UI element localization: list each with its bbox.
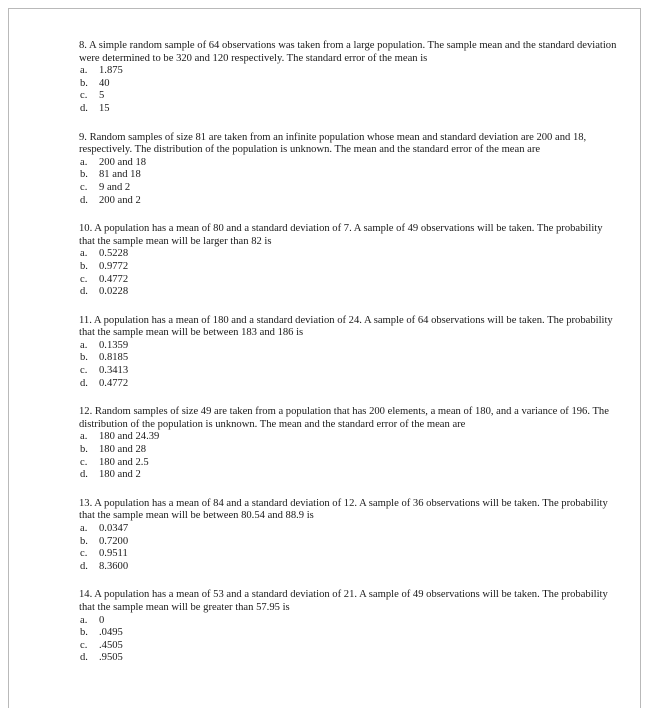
option-letter: c. <box>80 456 88 468</box>
option-letter: d. <box>80 377 88 389</box>
question-9 <box>79 132 619 208</box>
question-stem: 8. A simple random sample of 64 observations was taken from a large population. The sample mean and the standard deviation were determined to be 320 and 120 respectively. The standard error of the mean is <box>79 40 617 64</box>
answer-option <box>79 182 619 195</box>
answer-option <box>79 340 619 353</box>
question-stem: 9. Random samples of size 81 are taken from an infinite population whose mean and standard deviation are 200 and 18, respectively. The distribution of the population is unknown. The mean and the standard error of the mean are <box>79 131 587 156</box>
option-text: 0.7200 <box>99 535 129 547</box>
answer-option <box>79 274 619 287</box>
question-11 <box>79 315 619 391</box>
option-letter: a. <box>80 614 88 626</box>
option-letter: b. <box>80 627 88 639</box>
answer-option <box>79 627 619 640</box>
answer-option <box>79 640 619 653</box>
option-letter: b. <box>80 535 88 547</box>
option-letter: a. <box>80 65 88 77</box>
answer-option <box>79 536 619 549</box>
option-text: 0.9511 <box>99 548 128 560</box>
option-text: 0.0347 <box>99 523 129 534</box>
question-stem: 12. Random samples of size 49 are taken from a population that has 200 elements, a mean of 180, and a variance of 196. The distribution of the population is unknown. The mean and the standard error of the mean are <box>79 406 609 430</box>
option-letter: c. <box>80 639 88 651</box>
option-text: 0.4772 <box>99 273 129 285</box>
option-text: 0.3413 <box>99 365 129 377</box>
option-letter: c. <box>80 181 88 193</box>
option-letter: b. <box>80 444 88 456</box>
answer-option <box>79 378 619 391</box>
option-letter: d. <box>80 286 88 298</box>
option-letter: c. <box>80 548 88 560</box>
answer-option <box>79 248 619 261</box>
option-text: .4505 <box>99 639 123 651</box>
answer-options <box>79 65 619 115</box>
answer-option <box>79 195 619 208</box>
answer-options <box>79 615 619 665</box>
option-text: 0.4772 <box>99 377 129 389</box>
option-text: 15 <box>99 102 110 114</box>
answer-option <box>79 90 619 103</box>
option-letter: c. <box>80 365 88 377</box>
answer-option <box>79 103 619 116</box>
option-letter: b. <box>80 77 88 89</box>
option-letter: d. <box>80 469 88 481</box>
question-14 <box>79 589 619 665</box>
answer-option <box>79 365 619 378</box>
question-13 <box>79 498 619 574</box>
answer-option <box>79 431 619 444</box>
option-letter: a. <box>80 523 88 534</box>
question-12 <box>79 406 619 482</box>
option-text: 9 and 2 <box>99 181 131 193</box>
question-8 <box>79 40 619 116</box>
question-10 <box>79 223 619 299</box>
option-text: 40 <box>99 77 110 89</box>
option-letter: a. <box>80 339 88 351</box>
answer-option <box>79 469 619 482</box>
question-stem: 13. A population has a mean of 84 and a standard deviation of 12. A sample of 36 observations will be taken. The probability that the sample mean will be between 80.54 and 88.9 is <box>79 497 608 522</box>
option-text: 0.0228 <box>99 286 129 298</box>
option-text: 0.8185 <box>99 352 129 364</box>
option-letter: b. <box>80 169 88 181</box>
option-letter: d. <box>80 560 88 572</box>
answer-option <box>79 561 619 574</box>
answer-option <box>79 78 619 91</box>
option-letter: a. <box>80 431 88 443</box>
option-text: 81 and 18 <box>99 169 141 181</box>
option-letter: b. <box>80 352 88 364</box>
answer-options <box>79 523 619 573</box>
option-letter: b. <box>80 260 88 272</box>
option-letter: d. <box>80 652 88 664</box>
option-letter: c. <box>80 273 88 285</box>
option-letter: a. <box>80 248 88 260</box>
answer-option <box>79 444 619 457</box>
answer-option <box>79 523 619 536</box>
option-text: 0 <box>99 614 105 626</box>
option-letter: c. <box>80 90 88 102</box>
question-list <box>79 40 619 681</box>
option-text: .9505 <box>99 652 123 664</box>
option-text: 0.5228 <box>99 248 129 260</box>
answer-option <box>79 65 619 78</box>
option-text: 180 and 2.5 <box>99 456 149 468</box>
option-text: 200 and 18 <box>99 156 147 168</box>
answer-option <box>79 261 619 274</box>
answer-options <box>79 157 619 207</box>
option-text: 0.1359 <box>99 339 129 351</box>
option-text: 180 and 24.39 <box>99 431 160 443</box>
question-stem: 14. A population has a mean of 53 and a standard deviation of 21. A sample of 49 observations will be taken. The probability that the sample mean will be greater than 57.95 is <box>79 589 608 613</box>
answer-options <box>79 340 619 390</box>
option-text: 180 and 28 <box>99 444 147 456</box>
answer-option <box>79 286 619 299</box>
answer-option <box>79 652 619 665</box>
option-letter: d. <box>80 194 88 206</box>
document-page <box>8 8 641 708</box>
answer-options <box>79 431 619 481</box>
option-letter: d. <box>80 102 88 114</box>
question-stem: 10. A population has a mean of 80 and a standard deviation of 7. A sample of 49 observations will be taken. The probability that the sample mean will be larger than 82 is <box>79 223 603 247</box>
answer-options <box>79 248 619 298</box>
answer-option <box>79 457 619 470</box>
question-stem: 11. A population has a mean of 180 and a standard deviation of 24. A sample of 64 observations will be taken. The probability that the sample mean will be between 183 and 186 is <box>79 314 613 339</box>
answer-option <box>79 615 619 628</box>
option-text: 1.875 <box>99 65 123 77</box>
answer-option <box>79 157 619 170</box>
option-text: 180 and 2 <box>99 469 141 481</box>
option-text: .0495 <box>99 627 123 639</box>
option-text: 0.9772 <box>99 260 129 272</box>
option-letter: a. <box>80 156 88 168</box>
option-text: 5 <box>99 90 105 102</box>
option-text: 8.3600 <box>99 560 129 572</box>
answer-option <box>79 352 619 365</box>
answer-option <box>79 548 619 561</box>
answer-option <box>79 169 619 182</box>
option-text: 200 and 2 <box>99 194 141 206</box>
